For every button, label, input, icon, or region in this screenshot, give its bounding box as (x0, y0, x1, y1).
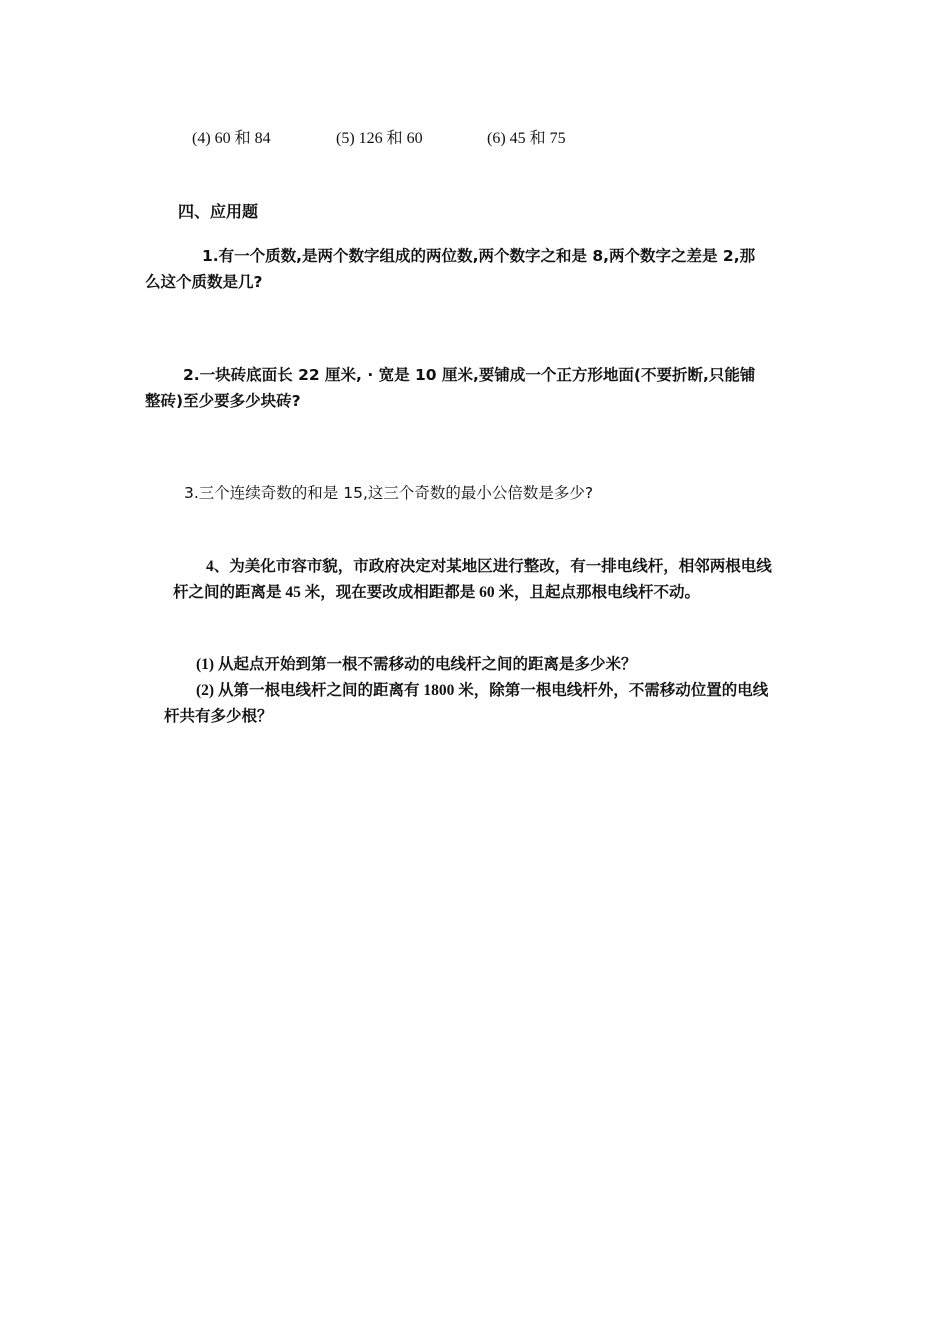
question-1-line-2: 么这个质数是几? (145, 273, 263, 291)
question-4-part-2-line-2: 杆共有多少根？ (164, 708, 273, 725)
subproblem-4: (4) 60 和 84 (192, 130, 271, 147)
question-4-line-1: 4、为美化市容市貌，市政府决定对某地区进行整改，有一排电线杆，相邻两根电线 (206, 558, 772, 575)
subproblem-5: (5) 126 和 60 (336, 130, 423, 147)
question-4-part-2-line-1: (2) 从第一根电线杆之间的距离有 1800 米，除第一根电线杆外，不需移动位置的电线 (196, 682, 769, 699)
question-4-part-1: (1) 从起点开始到第一根不需移动的电线杆之间的距离是多少米？ (196, 656, 637, 673)
subproblem-6: (6) 45 和 75 (487, 130, 566, 147)
question-1-line-1: 1.有一个质数,是两个数字组成的两位数,两个数字之和是 8,两个数字之差是 2,那 (202, 247, 756, 265)
question-3: 3.三个连续奇数的和是 15,这三个奇数的最小公倍数是多少? (184, 484, 594, 502)
question-2-line-2: 整砖)至少要多少块砖? (145, 392, 301, 410)
section-heading: 四、应用题 (178, 204, 259, 221)
question-4-line-2: 杆之间的距离是 45 米，现在要改成相距都是 60 米，且起点那根电线杆不动。 (173, 584, 701, 601)
question-2-line-1: 2.一块砖底面长 22 厘米, · 宽是 10 厘米,要铺成一个正方形地面(不要折断,只能铺 (183, 366, 756, 384)
